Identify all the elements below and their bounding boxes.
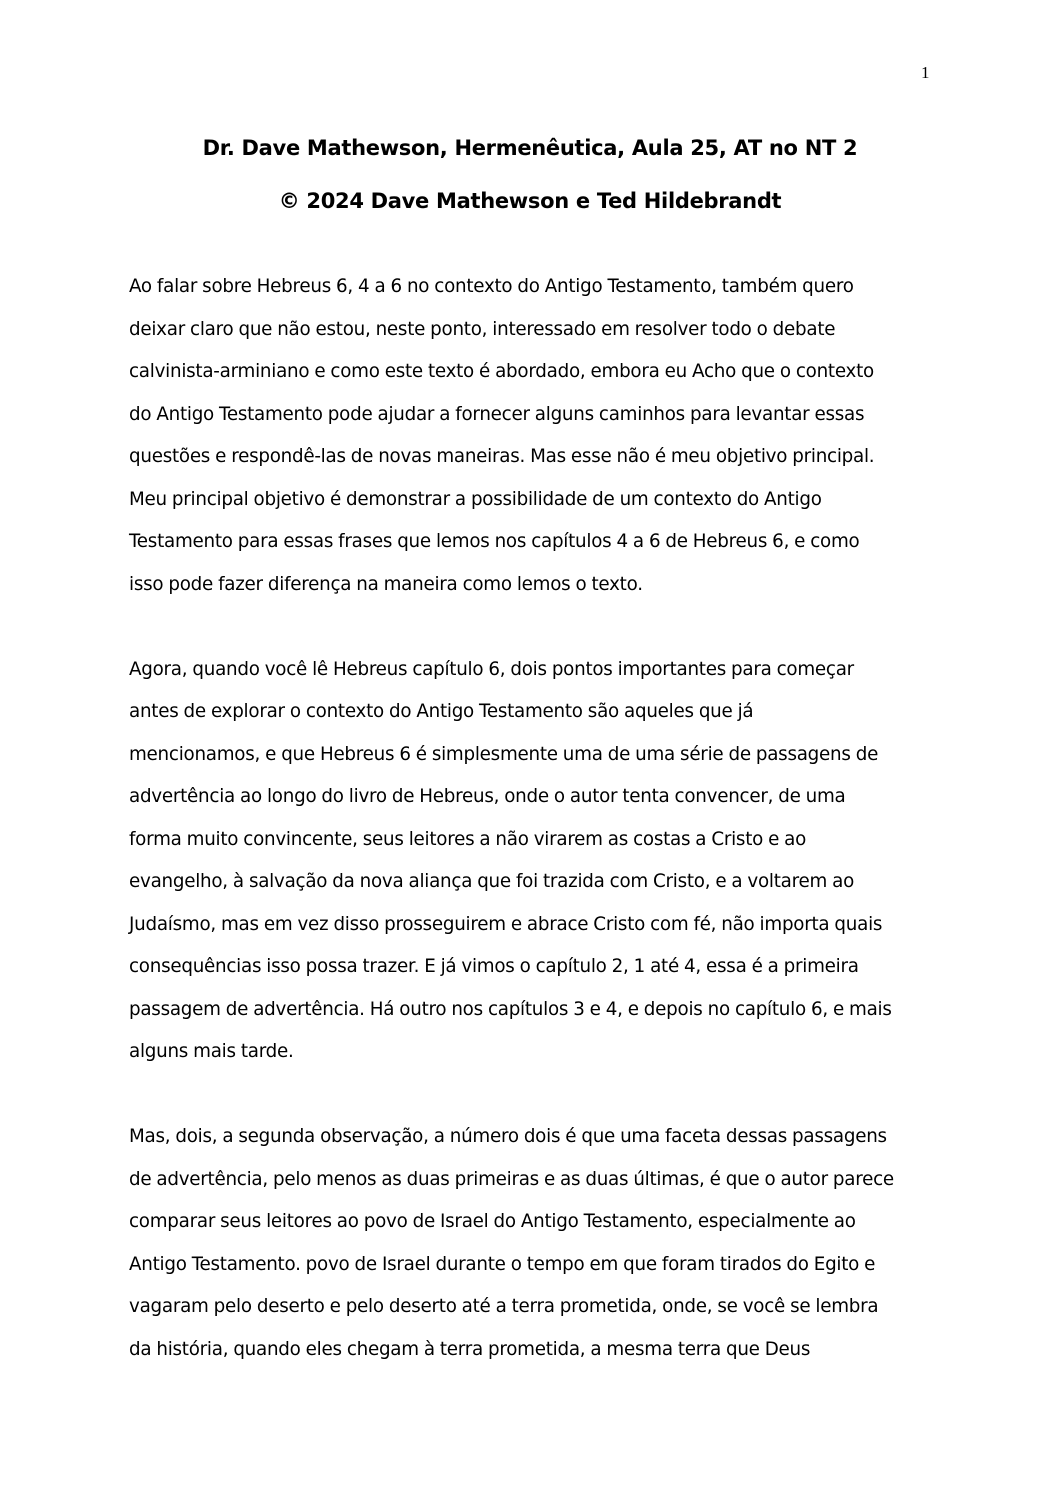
text-line: Agora, quando você lê Hebreus capítulo 6, dois pontos importantes para começar [129,658,854,680]
text-line: deixar claro que não estou, neste ponto, interessado em resolver todo o debate [129,318,836,340]
text-line: advertência ao longo do livro de Hebreus, onde o autor tenta convencer, de uma [129,786,846,807]
page-number: 1 [921,63,930,82]
document-title: Dr. Dave Mathewson, Hermenêutica, Aula 25, AT no NT 2 [202,136,858,160]
text-line: alguns mais tarde. [129,1041,294,1062]
document-body [129,270,931,1418]
text-line: da história, quando eles chegam à terra prometida, a mesma terra que Deus [129,1338,811,1360]
paragraph-2 [129,653,931,1078]
text-line: comparar seus leitores ao povo de Israel do Antigo Testamento, especialmente ao [129,1211,856,1232]
text-line: Ao falar sobre Hebreus 6, 4 a 6 no contexto do Antigo Testamento, também quero [129,276,854,297]
text-line: de advertência, pelo menos as duas primeiras e as duas últimas, é que o autor parece [129,1168,894,1190]
text-line: calvinista-arminiano e como este texto é abordado, embora eu Acho que o contexto [129,361,874,382]
copyright-line: © 2024 Dave Mathewson e Ted Hildebrandt [278,189,782,213]
text-line: passagem de advertência. Há outro nos capítulos 3 e 4, e depois no capítulo 6, e mais [129,998,892,1020]
text-line: vagaram pelo deserto e pelo deserto até a terra prometida, onde, se você se lembra [129,1296,879,1317]
paragraph-1 [129,270,931,610]
text-line: questões e respondê-las de novas maneiras. Mas esse não é meu objetivo principal. [129,446,875,467]
text-line: mencionamos, e que Hebreus 6 é simplesmente uma de uma série de passagens de [129,743,879,765]
text-line: evangelho, à salvação da nova aliança que foi trazida com Cristo, e a voltarem ao [129,871,855,892]
text-line: Judaísmo, mas em vez disso prosseguirem e abrace Cristo com fé, não importa quais [129,913,883,935]
document-header [129,129,931,235]
text-line: do Antigo Testamento pode ajudar a fornecer alguns caminhos para levantar essas [129,403,865,425]
text-line: isso pode fazer diferença na maneira como lemos o texto. [129,573,643,595]
paragraph-3 [129,1120,931,1375]
text-line: Mas, dois, a segunda observação, a número dois é que uma faceta dessas passagens [129,1126,887,1147]
text-line: consequências isso possa trazer. E já vimos o capítulo 2, 1 até 4, essa é a primeira [129,956,859,977]
text-line: Meu principal objetivo é demonstrar a possibilidade de um contexto do Antigo [129,488,822,510]
text-line: Antigo Testamento. povo de Israel durante o tempo em que foram tirados do Egito e [129,1253,876,1275]
text-line: antes de explorar o contexto do Antigo Testamento são aqueles que já [129,701,754,722]
text-line: forma muito convincente, seus leitores a não virarem as costas a Cristo e ao [129,828,807,850]
text-line: Testamento para essas frases que lemos nos capítulos 4 a 6 de Hebreus 6, e como [129,531,860,552]
